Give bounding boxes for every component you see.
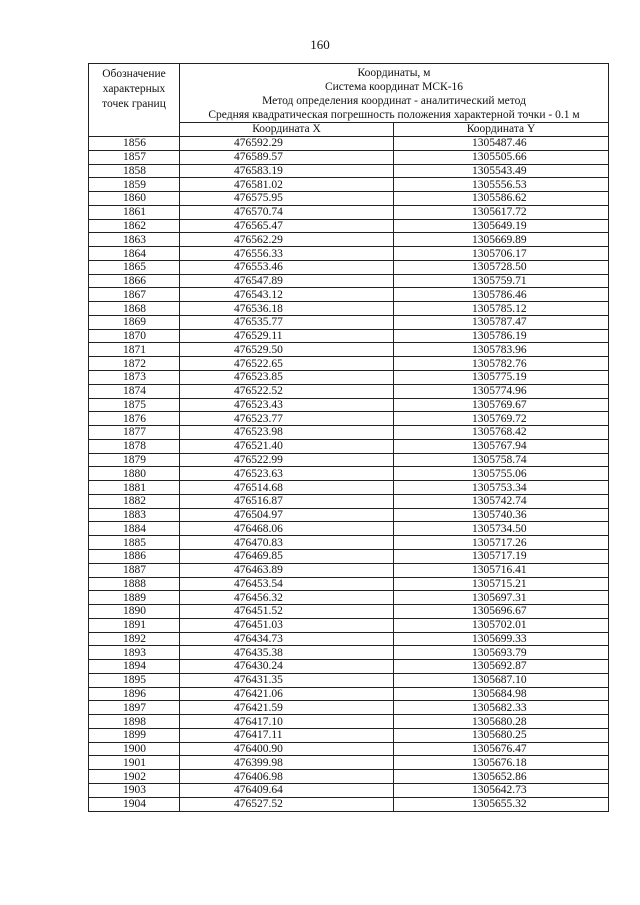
coord-x-cell: 476451.03 (180, 618, 394, 632)
coord-y-cell: 1305783.96 (394, 343, 609, 357)
table-row (89, 742, 609, 756)
table-row (89, 137, 609, 151)
coord-x-cell: 476514.68 (180, 481, 394, 495)
coord-y-cell: 1305769.72 (394, 412, 609, 426)
point-id-cell: 1897 (89, 701, 180, 715)
coord-y-cell: 1305734.50 (394, 522, 609, 536)
coord-y-cell: 1305687.10 (394, 673, 609, 687)
coord-x-cell: 476581.02 (180, 178, 394, 192)
coord-y-cell: 1305696.67 (394, 605, 609, 619)
coord-x-cell: 476529.11 (180, 329, 394, 343)
table-row (89, 192, 609, 206)
point-id-cell: 1879 (89, 453, 180, 467)
coord-x-header: Координата X (180, 123, 394, 137)
coord-x-cell: 476523.98 (180, 426, 394, 440)
coord-y-cell: 1305774.96 (394, 384, 609, 398)
table-row (89, 274, 609, 288)
coord-x-cell: 476547.89 (180, 274, 394, 288)
coord-y-cell: 1305706.17 (394, 247, 609, 261)
page-number: 160 (310, 37, 330, 52)
coord-x-cell: 476562.29 (180, 233, 394, 247)
table-row (89, 247, 609, 261)
coord-x-cell: 476409.64 (180, 783, 394, 797)
coord-x-cell: 476589.57 (180, 150, 394, 164)
coord-y-cell: 1305655.32 (394, 797, 609, 811)
table-row (89, 412, 609, 426)
coord-y-cell: 1305649.19 (394, 219, 609, 233)
point-id-cell: 1899 (89, 728, 180, 742)
coord-y-cell: 1305699.33 (394, 632, 609, 646)
coord-y-cell: 1305775.19 (394, 371, 609, 385)
coord-y-cell: 1305717.26 (394, 536, 609, 550)
table-row (89, 343, 609, 357)
point-header-line-3: точек границ (102, 98, 166, 110)
point-id-cell: 1895 (89, 673, 180, 687)
coordinates-header (180, 64, 609, 123)
coord-x-cell: 476417.10 (180, 715, 394, 729)
point-header-line-1: Обозначение (102, 68, 166, 80)
point-id-cell: 1873 (89, 371, 180, 385)
table-row (89, 357, 609, 371)
coord-x-cell: 476523.85 (180, 371, 394, 385)
coord-y-cell: 1305786.46 (394, 288, 609, 302)
coord-y-cell: 1305680.25 (394, 728, 609, 742)
coord-y-cell: 1305728.50 (394, 260, 609, 274)
coord-x-cell: 476469.85 (180, 549, 394, 563)
coord-x-cell: 476421.59 (180, 701, 394, 715)
point-id-cell: 1875 (89, 398, 180, 412)
table-row (89, 673, 609, 687)
coord-x-cell: 476417.11 (180, 728, 394, 742)
table-row (89, 260, 609, 274)
table-row (89, 494, 609, 508)
coord-y-cell: 1305692.87 (394, 660, 609, 674)
table-row (89, 783, 609, 797)
table-row (89, 439, 609, 453)
table-row (89, 770, 609, 784)
point-header-line-2: характерных (102, 83, 166, 95)
table-row (89, 371, 609, 385)
point-id-cell: 1900 (89, 742, 180, 756)
coord-y-cell: 1305617.72 (394, 205, 609, 219)
point-id-cell: 1892 (89, 632, 180, 646)
coord-x-cell: 476406.98 (180, 770, 394, 784)
point-id-cell: 1856 (89, 137, 180, 151)
point-id-cell: 1880 (89, 467, 180, 481)
coord-y-cell: 1305759.71 (394, 274, 609, 288)
coord-y-cell: 1305680.28 (394, 715, 609, 729)
coord-y-cell: 1305487.46 (394, 137, 609, 151)
coord-x-cell: 476463.89 (180, 563, 394, 577)
coord-y-cell: 1305669.89 (394, 233, 609, 247)
table-row (89, 646, 609, 660)
point-id-cell: 1871 (89, 343, 180, 357)
table-row (89, 329, 609, 343)
point-id-cell: 1872 (89, 357, 180, 371)
coord-x-cell: 476468.06 (180, 522, 394, 536)
coord-x-cell: 476592.29 (180, 137, 394, 151)
coord-y-cell: 1305684.98 (394, 687, 609, 701)
point-id-cell: 1858 (89, 164, 180, 178)
point-id-cell: 1864 (89, 247, 180, 261)
table-row (89, 178, 609, 192)
table-row (89, 481, 609, 495)
coord-x-cell: 476470.83 (180, 536, 394, 550)
point-id-cell: 1893 (89, 646, 180, 660)
coord-y-cell: 1305676.18 (394, 756, 609, 770)
table-row (89, 205, 609, 219)
table-row (89, 797, 609, 811)
point-id-cell: 1870 (89, 329, 180, 343)
coord-x-cell: 476523.43 (180, 398, 394, 412)
coord-y-header: Координата Y (394, 123, 609, 137)
table-row (89, 467, 609, 481)
coord-y-cell: 1305642.73 (394, 783, 609, 797)
point-id-cell: 1901 (89, 756, 180, 770)
table-row (89, 618, 609, 632)
coord-y-cell: 1305740.36 (394, 508, 609, 522)
coord-x-cell: 476504.97 (180, 508, 394, 522)
table-body (89, 137, 609, 812)
point-id-cell: 1891 (89, 618, 180, 632)
coord-y-cell: 1305505.66 (394, 150, 609, 164)
table-row (89, 164, 609, 178)
point-id-cell: 1889 (89, 591, 180, 605)
point-id-cell: 1890 (89, 605, 180, 619)
point-id-cell: 1859 (89, 178, 180, 192)
table-row (89, 536, 609, 550)
table-row (89, 577, 609, 591)
table-row (89, 288, 609, 302)
point-id-cell: 1894 (89, 660, 180, 674)
coord-x-cell: 476516.87 (180, 494, 394, 508)
point-id-cell: 1886 (89, 549, 180, 563)
table-row (89, 398, 609, 412)
coordinates-title: Координаты, м (357, 67, 431, 79)
coord-x-cell: 476543.12 (180, 288, 394, 302)
coord-y-cell: 1305543.49 (394, 164, 609, 178)
coord-x-cell: 476430.24 (180, 660, 394, 674)
table-row (89, 508, 609, 522)
table-row (89, 150, 609, 164)
mean-square-error: Средняя квадратическая погрешность положения характерной точки - 0.1 м (208, 109, 580, 121)
determination-method: Метод определения координат - аналитический метод (262, 95, 526, 107)
coord-y-cell: 1305767.94 (394, 439, 609, 453)
point-id-cell: 1898 (89, 715, 180, 729)
coordinate-system: Система координат МСК-16 (324, 81, 464, 93)
point-id-cell: 1882 (89, 494, 180, 508)
point-id-cell: 1868 (89, 302, 180, 316)
point-id-cell: 1878 (89, 439, 180, 453)
point-id-cell: 1860 (89, 192, 180, 206)
table-row (89, 591, 609, 605)
coord-y-cell: 1305715.21 (394, 577, 609, 591)
coord-x-cell: 476451.52 (180, 605, 394, 619)
table-row (89, 384, 609, 398)
point-id-cell: 1903 (89, 783, 180, 797)
point-id-cell: 1876 (89, 412, 180, 426)
point-id-cell: 1866 (89, 274, 180, 288)
point-id-cell: 1884 (89, 522, 180, 536)
coord-y-cell: 1305693.79 (394, 646, 609, 660)
coord-x-cell: 476529.50 (180, 343, 394, 357)
coord-x-cell: 476535.77 (180, 315, 394, 329)
coord-x-cell: 476523.77 (180, 412, 394, 426)
point-id-cell: 1883 (89, 508, 180, 522)
coord-y-cell: 1305702.01 (394, 618, 609, 632)
table-row (89, 660, 609, 674)
table-row (89, 605, 609, 619)
table-row (89, 233, 609, 247)
point-id-cell: 1896 (89, 687, 180, 701)
coord-y-cell: 1305755.06 (394, 467, 609, 481)
point-id-cell: 1863 (89, 233, 180, 247)
coord-x-cell: 476523.63 (180, 467, 394, 481)
coord-y-cell: 1305586.62 (394, 192, 609, 206)
coord-x-cell: 476522.65 (180, 357, 394, 371)
coord-x-cell: 476575.95 (180, 192, 394, 206)
coord-y-cell: 1305676.47 (394, 742, 609, 756)
coord-x-cell: 476400.90 (180, 742, 394, 756)
coord-y-cell: 1305782.76 (394, 357, 609, 371)
point-id-cell: 1867 (89, 288, 180, 302)
point-id-cell: 1881 (89, 481, 180, 495)
coord-x-cell: 476522.52 (180, 384, 394, 398)
coord-x-cell: 476453.54 (180, 577, 394, 591)
point-id-cell: 1887 (89, 563, 180, 577)
table-row (89, 756, 609, 770)
table-row (89, 315, 609, 329)
coord-x-cell: 476565.47 (180, 219, 394, 233)
point-column-header (89, 64, 180, 137)
table-row (89, 728, 609, 742)
point-id-cell: 1865 (89, 260, 180, 274)
coord-x-cell: 476431.35 (180, 673, 394, 687)
coord-y-cell: 1305742.74 (394, 494, 609, 508)
coord-x-cell: 476553.46 (180, 260, 394, 274)
table-row (89, 453, 609, 467)
point-id-cell: 1877 (89, 426, 180, 440)
coord-x-cell: 476421.06 (180, 687, 394, 701)
coord-y-cell: 1305682.33 (394, 701, 609, 715)
coord-x-cell: 476399.98 (180, 756, 394, 770)
table-row (89, 522, 609, 536)
point-id-cell: 1885 (89, 536, 180, 550)
table-row (89, 219, 609, 233)
table-row (89, 549, 609, 563)
coord-y-cell: 1305785.12 (394, 302, 609, 316)
coord-x-cell: 476435.38 (180, 646, 394, 660)
coord-y-cell: 1305753.34 (394, 481, 609, 495)
coord-y-cell: 1305758.74 (394, 453, 609, 467)
coord-y-cell: 1305717.19 (394, 549, 609, 563)
coord-x-cell: 476456.32 (180, 591, 394, 605)
coord-y-cell: 1305556.53 (394, 178, 609, 192)
coord-x-cell: 476527.52 (180, 797, 394, 811)
coord-y-cell: 1305786.19 (394, 329, 609, 343)
point-id-cell: 1902 (89, 770, 180, 784)
point-id-cell: 1869 (89, 315, 180, 329)
coord-x-cell: 476434.73 (180, 632, 394, 646)
coord-y-cell: 1305652.86 (394, 770, 609, 784)
coord-x-cell: 476556.33 (180, 247, 394, 261)
coord-y-cell: 1305697.31 (394, 591, 609, 605)
coord-x-cell: 476536.18 (180, 302, 394, 316)
point-id-cell: 1888 (89, 577, 180, 591)
point-id-cell: 1862 (89, 219, 180, 233)
table-row (89, 563, 609, 577)
coord-y-cell: 1305787.47 (394, 315, 609, 329)
coord-y-cell: 1305769.67 (394, 398, 609, 412)
point-id-cell: 1857 (89, 150, 180, 164)
coord-x-cell: 476521.40 (180, 439, 394, 453)
coord-y-cell: 1305716.41 (394, 563, 609, 577)
table-row (89, 687, 609, 701)
table-row (89, 701, 609, 715)
coord-x-cell: 476522.99 (180, 453, 394, 467)
coordinates-table (88, 63, 609, 812)
coord-x-cell: 476583.19 (180, 164, 394, 178)
coord-y-cell: 1305768.42 (394, 426, 609, 440)
point-id-cell: 1904 (89, 797, 180, 811)
table-row (89, 715, 609, 729)
point-id-cell: 1874 (89, 384, 180, 398)
table-row (89, 426, 609, 440)
coord-x-cell: 476570.74 (180, 205, 394, 219)
point-id-cell: 1861 (89, 205, 180, 219)
table-row (89, 302, 609, 316)
table-row (89, 632, 609, 646)
table-header (89, 64, 609, 137)
